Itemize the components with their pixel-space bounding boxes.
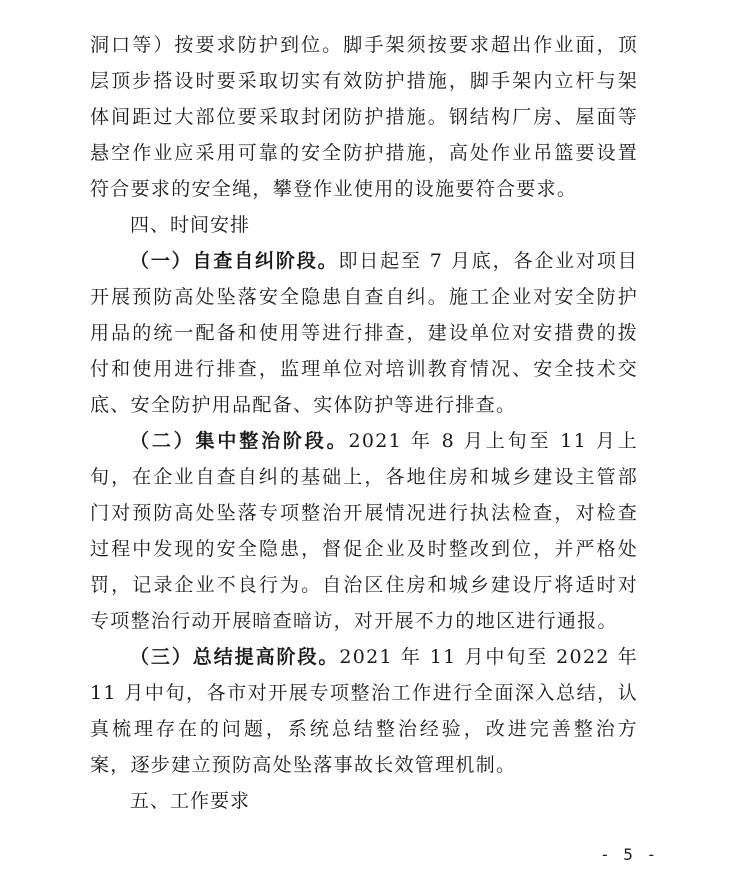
stage-three-title: （三）总结提高阶段。 xyxy=(130,646,340,668)
paragraph-continuation: 洞口等）按要求防护到位。脚手架须按要求超出作业面，顶层顶步搭设时要采取切实有效防护措施，脚手架内立杆与架体间距过大部位要采取封闭防护措施。钢结构厂房、屋面等悬空作业应采用可靠的安全防护措施，高处作业吊篮要设置符合要求的安全绳，攀登作业使用的设施要符合要求。 xyxy=(90,34,638,200)
section-heading-work-requirements: 五、工作要求 xyxy=(130,790,251,812)
paragraph-stage-concentrated-rectification xyxy=(90,423,638,639)
stage-three-text: 2021 年 11 月中旬至 2022 年 11 月中旬，各市对开展专项整治工作进行全面深入总结，认真梳理存在的问题，系统总结整治经验，改进完善整治方案，逐步建立预防高处坠落事故长效管理机制。 xyxy=(90,646,638,776)
document-body xyxy=(90,27,638,819)
stage-two-text: 2021 年 8 月上旬至 11 月上旬，在企业自查自纠的基础上，各地住房和城乡建设主管部门对预防高处坠落专项整治开展情况进行执法检查，对检查过程中发现的安全隐患，督促企业及时整改到位，并严格处罚，记录企业不良行为。自治区住房和城乡建设厅将适时对专项整治行动开展暗查暗访，对开展不力的地区进行通报。 xyxy=(90,430,638,632)
section-heading-time-schedule: 四、时间安排 xyxy=(130,214,251,236)
paragraph-stage-self-inspection xyxy=(90,243,638,423)
stage-one-title: （一）自查自纠阶段。 xyxy=(130,250,339,272)
stage-two-title: （二）集中整治阶段。 xyxy=(130,430,349,452)
stage-one-text: 即日起至 7 月底，各企业对项目开展预防高处坠落安全隐患自查自纠。施工企业对安全防护用品的统一配备和使用等进行排查，建设单位对安措费的拨付和使用进行排查，监理单位对培训教育情况、安全技术交底、安全防护用品配备、实体防护等进行排查。 xyxy=(90,250,638,416)
page-number: - 5 - xyxy=(600,845,659,864)
paragraph-stage-summary-improvement xyxy=(90,639,638,783)
